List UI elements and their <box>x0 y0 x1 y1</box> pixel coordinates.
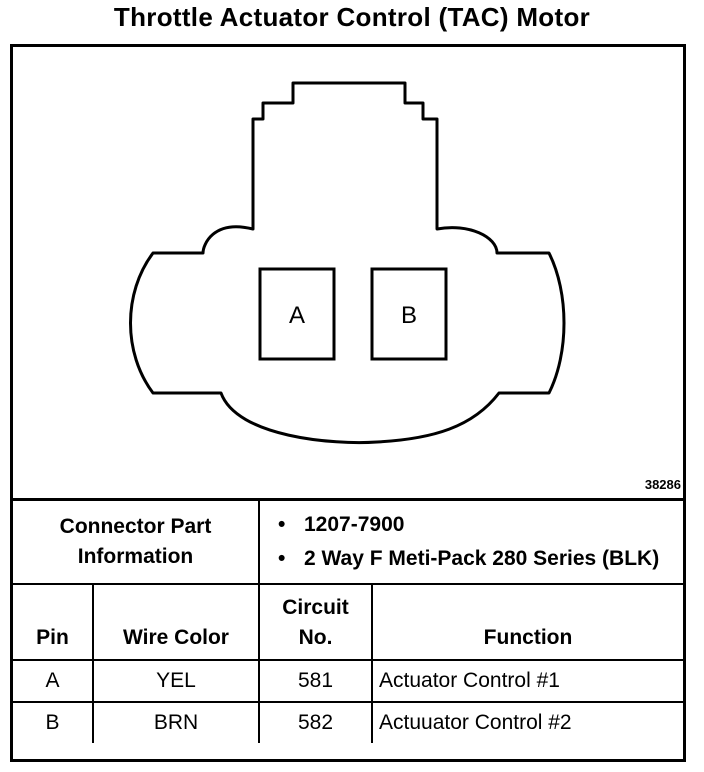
terminal-a-label: A <box>288 302 306 329</box>
circuit-cell: 582 <box>259 702 372 743</box>
connector-face-diagram <box>13 47 683 498</box>
table-row <box>13 660 683 702</box>
wire-color-header: Wire Color <box>93 584 259 660</box>
part-description-item: • 2 Way F Meti-Pack 280 Series (BLK) <box>304 543 683 575</box>
connector-housing-outline <box>131 83 565 443</box>
circuit-cell: 581 <box>259 660 372 702</box>
wire-color-cell: YEL <box>93 660 259 702</box>
connector-part-label: Connector Part Information <box>13 500 259 585</box>
terminal-b-label: B <box>400 302 418 329</box>
table-row <box>13 702 683 743</box>
pin-cell: B <box>13 702 93 743</box>
table-header-row <box>13 584 683 660</box>
pin-cell: A <box>13 660 93 702</box>
part-number-item: • 1207-7900 <box>304 509 683 541</box>
pin-header: Pin <box>13 584 93 660</box>
connector-part-details <box>259 500 683 585</box>
function-header: Function <box>372 584 683 660</box>
wire-color-cell: BRN <box>93 702 259 743</box>
function-cell: Actuuator Control #2 <box>372 702 683 743</box>
function-cell: Actuator Control #1 <box>372 660 683 702</box>
diagram-id-number: 38286 <box>644 477 681 492</box>
connector-frame <box>10 44 686 762</box>
circuit-header: Circuit No. <box>259 584 372 660</box>
page-title: Throttle Actuator Control (TAC) Motor <box>113 2 591 32</box>
connector-part-row <box>13 500 683 585</box>
connector-info-table <box>13 498 683 743</box>
